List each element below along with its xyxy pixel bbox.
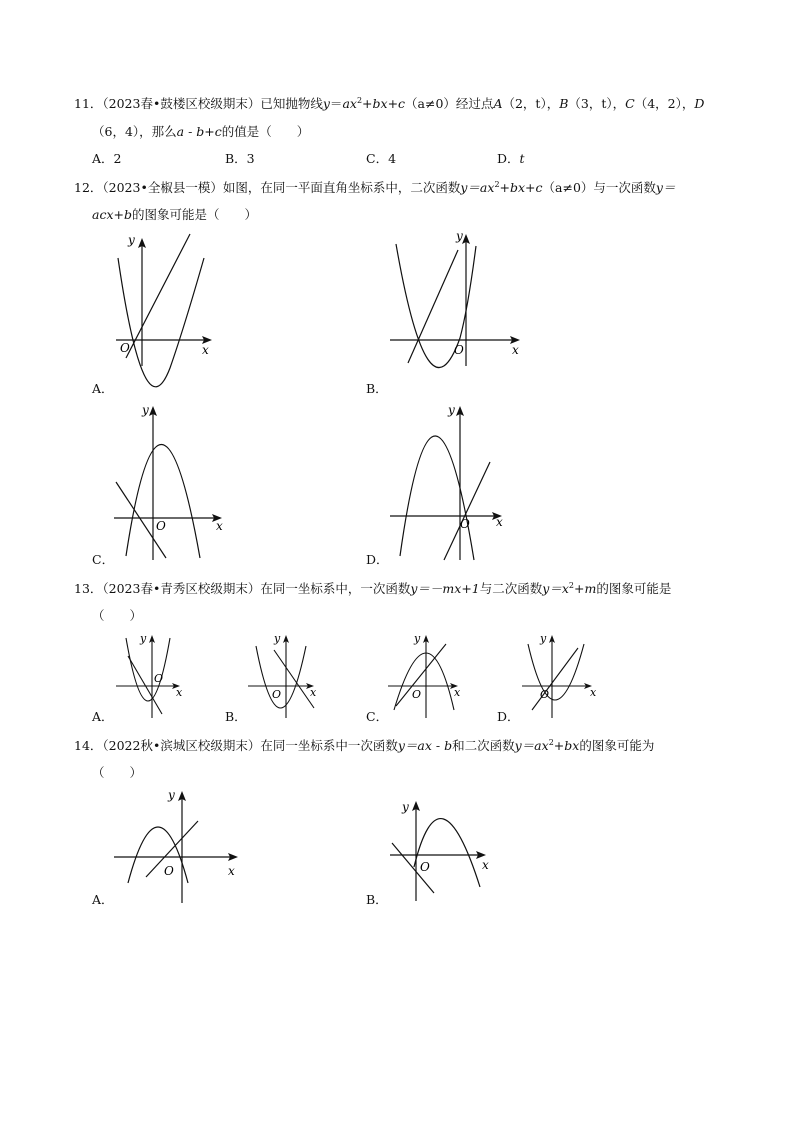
q13-text: 与二次函数	[479, 581, 543, 596]
q11-number: 11．	[74, 96, 103, 111]
q14-text: 和二次函数	[452, 738, 515, 753]
q12-cond: （a≠0）与一次函数	[542, 180, 656, 195]
q14-text: 在同一坐标系中一次函数	[260, 738, 398, 753]
x-label: x	[496, 515, 503, 529]
line	[128, 656, 162, 714]
line	[408, 250, 458, 363]
x-label: x	[216, 519, 223, 533]
q12-graph-b	[386, 228, 526, 368]
y-label: y	[402, 800, 409, 814]
q11-point-coord: （3，t），	[568, 96, 626, 111]
q14-number: 14．	[74, 738, 103, 753]
x-label: x	[310, 686, 317, 699]
q13-text: 的图象可能是	[596, 581, 672, 596]
q13-option-c[interactable]: C．	[366, 709, 389, 724]
y-label: y	[456, 229, 463, 243]
q12-graph-c	[108, 398, 238, 563]
q14-paren: （ ）	[92, 765, 143, 780]
x-label: x	[512, 343, 519, 357]
q11-option-d-var: t	[519, 151, 525, 166]
parabola	[394, 653, 454, 710]
q12-eq: y＝ax	[460, 180, 495, 195]
y-label: y	[140, 632, 147, 645]
q11-option-b[interactable]: B．3	[225, 151, 255, 166]
q12-line1	[74, 180, 675, 196]
line	[126, 234, 190, 358]
parabola	[126, 444, 200, 558]
q11-eq: ＝	[329, 96, 343, 111]
y-label: y	[142, 403, 149, 417]
parabola	[126, 638, 170, 701]
q14-source: （2022秋•滨城区校级期末）	[102, 738, 261, 753]
origin-label: O	[154, 672, 164, 685]
origin-label: O	[460, 517, 470, 531]
x-label: x	[454, 686, 461, 699]
origin-label: O	[156, 519, 166, 533]
y-label: y	[414, 632, 421, 645]
q12-eq: acx+b	[92, 207, 132, 222]
q13-eq: y＝x	[542, 581, 569, 596]
parabola	[128, 827, 188, 883]
q12-sup: 2	[494, 180, 500, 189]
parabola	[414, 819, 480, 887]
q11-eq: y	[322, 96, 330, 111]
q13-sup: 2	[568, 581, 574, 590]
q14-option-a[interactable]: A．	[92, 892, 114, 907]
q11-line1	[74, 96, 704, 112]
q13-option-a[interactable]: A．	[92, 709, 114, 724]
parabola	[400, 436, 474, 560]
q11-option-d[interactable]	[497, 151, 525, 167]
origin-label: O	[412, 688, 422, 701]
q11-point-coord: （2，t），	[502, 96, 560, 111]
q12-text: 的图象可能是（ ）	[131, 207, 257, 222]
q13-graph-a	[112, 630, 192, 720]
q11-option-d-label: D．	[497, 151, 520, 166]
parabola	[396, 244, 476, 368]
q14-graph-b	[386, 795, 496, 905]
q11-text: 的值是（ ）	[221, 124, 310, 139]
q11-sup: 2	[356, 96, 363, 105]
y-label: y	[168, 788, 175, 802]
q11-point: A	[493, 96, 503, 111]
parabola	[118, 258, 204, 387]
q14-graph-a	[110, 785, 250, 905]
parabola	[528, 644, 584, 700]
q12-graph-a	[108, 228, 218, 368]
origin-label: O	[164, 864, 174, 878]
x-label: x	[590, 686, 597, 699]
q11-text: （6，4），那么	[92, 124, 177, 139]
x-label: x	[482, 858, 489, 872]
q12-graph-d	[386, 398, 516, 563]
q14-eq: y＝ax - b	[397, 738, 453, 753]
q12-eq: y＝	[655, 180, 676, 195]
q11-source: （2023春•鼓楼区校级期末）	[102, 96, 261, 111]
q13-line1	[74, 581, 671, 597]
q14-eq: y＝ax	[514, 738, 549, 753]
q11-eq: ax	[342, 96, 357, 111]
q13-graph-b	[244, 630, 324, 720]
origin-label: O	[454, 343, 464, 357]
y-label: y	[540, 632, 547, 645]
q12-eq: +bx+c	[499, 180, 543, 195]
y-label: y	[274, 632, 281, 645]
q13-paren: （ ）	[92, 608, 143, 623]
q14-text: 的图象可能为	[579, 738, 655, 753]
q11-eq: +bx+c	[362, 96, 406, 111]
q11-point: D	[694, 96, 705, 111]
q12-option-a[interactable]: A．	[92, 381, 114, 396]
q13-source: （2023春•青秀区校级期末）	[102, 581, 261, 596]
q11-expr: a - b+c	[176, 124, 222, 139]
q13-graph-d	[518, 630, 602, 720]
y-label: y	[448, 403, 455, 417]
q11-point: B	[559, 96, 569, 111]
x-label: x	[202, 343, 209, 357]
q13-number: 13．	[74, 581, 103, 596]
origin-label: O	[272, 688, 282, 701]
q11-text: 已知抛物线	[260, 96, 323, 111]
q13-option-d[interactable]: D．	[497, 709, 520, 724]
q11-point-coord: （4，2），	[634, 96, 695, 111]
q12-line2	[92, 207, 257, 223]
q11-cond: （a≠0）经过点	[405, 96, 494, 111]
q12-option-d[interactable]: D．	[366, 552, 389, 567]
q11-option-a[interactable]: A．2	[92, 151, 122, 166]
q12-option-c[interactable]: C．	[92, 552, 115, 567]
q11-option-c[interactable]: C．4	[366, 151, 397, 166]
q14-option-b[interactable]: B．	[366, 892, 388, 907]
q11-line2	[92, 124, 309, 140]
origin-label: O	[540, 688, 550, 701]
q12-number: 12．	[74, 180, 103, 195]
origin-label: O	[120, 341, 130, 355]
y-label: y	[128, 233, 135, 247]
q14-eq: +bx	[553, 738, 580, 753]
q13-eq: +m	[574, 581, 597, 596]
q12-option-b[interactable]: B．	[366, 381, 388, 396]
x-label: x	[176, 686, 183, 699]
q14-line1	[74, 738, 654, 754]
origin-label: O	[420, 860, 430, 874]
q13-graph-c	[384, 630, 470, 720]
q14-sup: 2	[548, 738, 554, 747]
q13-option-b[interactable]: B．	[225, 709, 247, 724]
x-label: x	[228, 864, 235, 878]
q12-text: 如图，在同一平面直角坐标系中，二次函数	[222, 180, 461, 195]
q11-point: C	[625, 96, 635, 111]
q13-eq: y＝－mx+1	[410, 581, 480, 596]
line	[532, 648, 578, 710]
q12-source: （2023•全椒县一模）	[102, 180, 223, 195]
q13-text: 在同一坐标系中，一次函数	[260, 581, 411, 596]
line	[444, 462, 490, 560]
